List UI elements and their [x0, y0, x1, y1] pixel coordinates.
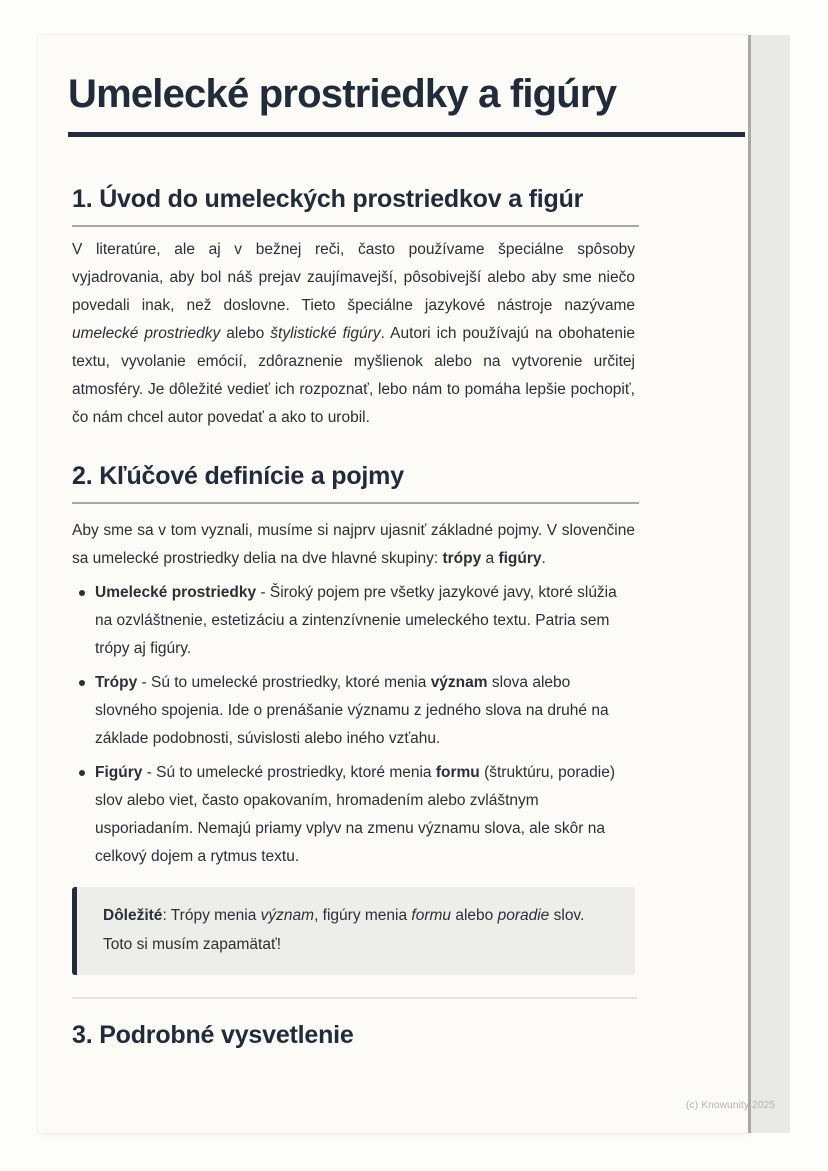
section-divider-rule — [72, 997, 637, 999]
section-2-paragraph: Aby sme sa v tom vyznali, musíme si najprv ujasniť základné pojmy. V slovenčine sa umelecké prostriedky delia na dve hlavné skupiny: trópy a figúry. — [72, 522, 635, 567]
section-2-heading: 2. Kľúčové definície a pojmy — [72, 462, 404, 490]
list-item-figury — [72, 759, 635, 871]
list-item-text: Umelecké prostriedky - Široký pojem pre všetky jazykové javy, ktoré slúžia na ozvláštnenie, estetizáciu a zintenzívnenie umeleckého textu. Patria sem trópy aj figúry. — [95, 584, 617, 657]
list-item-tropy — [72, 669, 635, 753]
list-item-text: Trópy - Sú to umelecké prostriedky, ktoré menia význam slova alebo slovného spojenia. Ide o prenášanie významu z jedného slova na druhé na základe podobnosti, súvislosti alebo iného vzťahu. — [95, 674, 609, 747]
section-definitions — [38, 458, 748, 975]
list-item-text: Figúry - Sú to umelecké prostriedky, ktoré menia formu (štruktúru, poradie) slov alebo viet, často opakovaním, hromadením alebo zvláštnym usporiadaním. Nemajú priamy vplyv na zmenu významu slova, ale skôr na celkový dojem a rytmus textu. — [95, 764, 616, 865]
definitions-list — [72, 579, 635, 871]
important-callout — [72, 887, 635, 975]
title-underline-rule — [68, 132, 745, 137]
section-1-paragraph: V literatúre, ale aj v bežnej reči, často používame špeciálne spôsoby vyjadrovania, aby bol náš prejav zaujímavejší, pôsobivejší alebo aby sme niečo povedali inak, než doslovne. Tieto špeciálne jazykové nástroje nazývame umelecké prostriedky alebo štylistické figúry. Autori ich používajú na obohatenie textu, vyvolanie emócií, zdôraznenie myšlienok alebo na vytvorenie určitej atmosféry. Je dôležité vedieť ich rozpoznať, lebo nám to pomáha lepšie pochopiť, čo nám chcel autor povedať a ako to urobil. — [72, 241, 636, 426]
section-2-underline-rule — [72, 502, 639, 504]
document-title: Umelecké prostriedky a figúry — [68, 72, 617, 116]
callout-text: Dôležité: Trópy menia význam, figúry menia formu alebo poradie slov. Toto si musím zapamätať! — [103, 907, 585, 953]
scrollbar-track[interactable] — [748, 35, 790, 1133]
copyright-watermark: (c) Knowunity 2025 — [686, 1100, 776, 1111]
section-3-heading: 3. Podrobné vysvetlenie — [72, 1021, 354, 1049]
document-page — [38, 35, 748, 1133]
section-intro — [38, 181, 748, 432]
list-item-umelecke-prostriedky — [72, 579, 635, 663]
section-1-heading: 1. Úvod do umeleckých prostriedkov a figúr — [72, 185, 584, 213]
section-1-underline-rule — [72, 225, 639, 227]
